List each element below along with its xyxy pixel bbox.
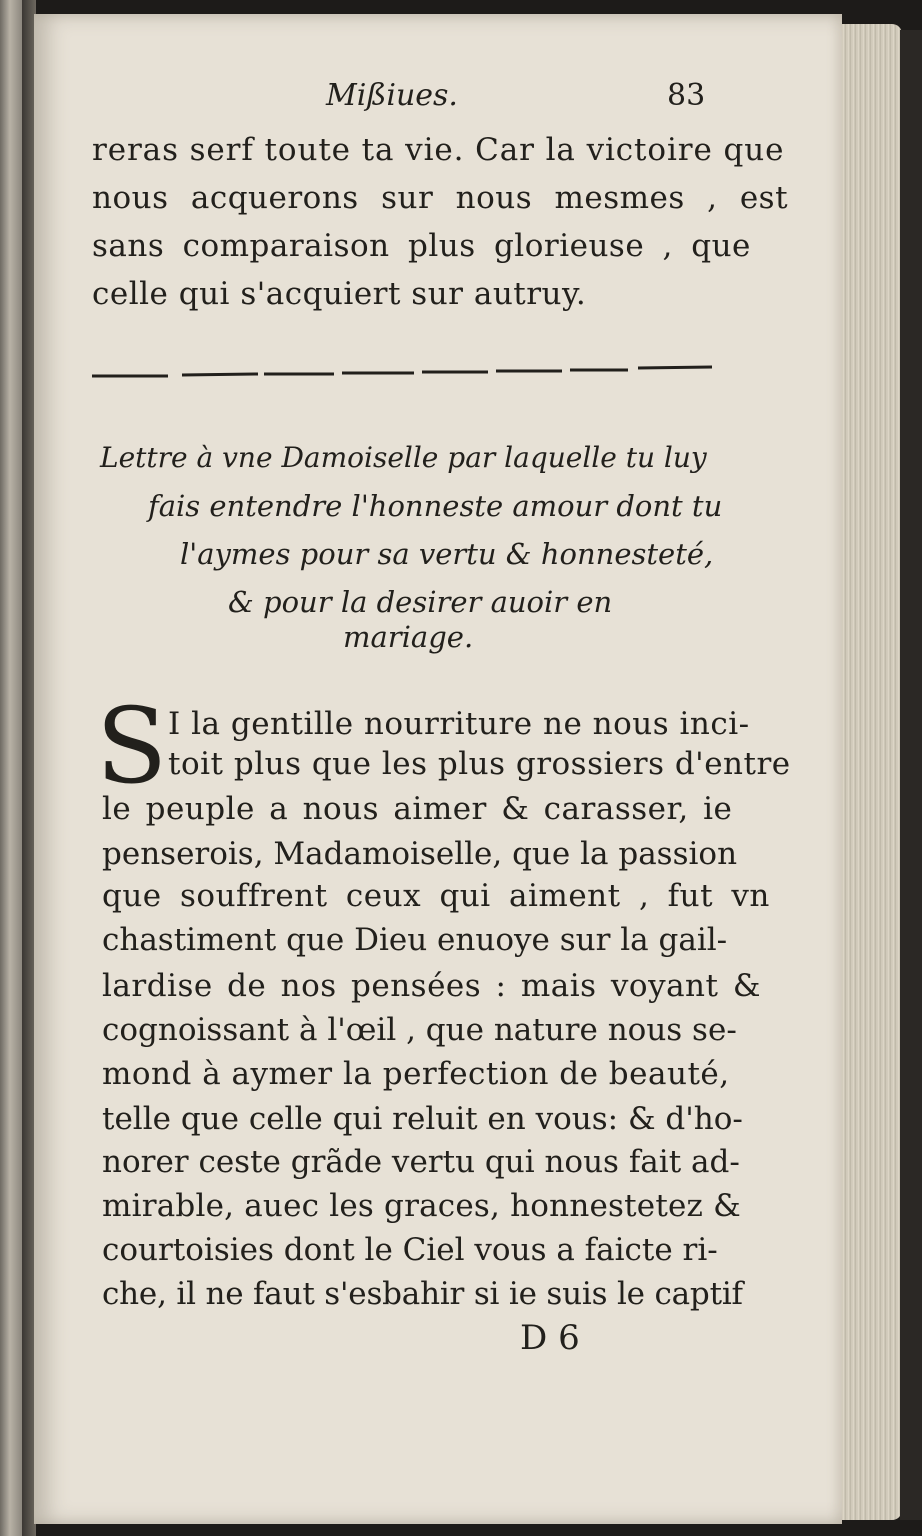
facing-page-edge — [0, 0, 22, 1536]
text-line: que souffrent ceux qui aiment , fut vn — [102, 878, 770, 914]
letter-title-line: & pour la desirer auoir en — [228, 585, 613, 619]
text-line: celle qui s'acquiert sur autruy. — [92, 276, 587, 312]
text-line: norer ceste grãde vertu qui nous fait ad- — [102, 1144, 740, 1180]
text-line: I la gentille nourriture ne nous inci- — [168, 706, 750, 742]
text-line: penserois, Madamoiselle, que la passion — [102, 836, 738, 872]
letter-title-line: fais entendre l'honneste amour dont tu — [148, 489, 723, 523]
section-divider — [92, 362, 714, 380]
text-line: lardise de nos pensées : mais voyant & — [102, 968, 761, 1004]
background-shadow — [900, 30, 922, 1520]
text-line: sans comparaison plus glorieuse , que — [92, 228, 751, 264]
text-line: mond à aymer la perfection de beauté, — [102, 1056, 730, 1092]
text-line: chastiment que Dieu enuoye sur la gail- — [102, 922, 728, 958]
drop-cap: S — [96, 685, 168, 807]
text-line: telle que celle qui reluit en vous: & d'ho- — [102, 1101, 743, 1137]
page-block-edges — [842, 24, 902, 1520]
text-line: che, il ne faut s'esbahir si ie suis le captif — [102, 1276, 743, 1312]
text-line: mirable, auec les graces, honnestetez & — [102, 1188, 741, 1224]
text-line: courtoisies dont le Ciel vous a faicte ri- — [102, 1232, 718, 1268]
text-line: le peuple a nous aimer & carasser, ie — [102, 791, 733, 827]
signature-mark: D 6 — [520, 1318, 580, 1358]
text-line: reras serf toute ta vie. Car la victoire que — [92, 132, 785, 168]
letter-title-line: l'aymes pour sa vertu & honnesteté, — [180, 537, 714, 571]
text-line: toit plus que les plus grossiers d'entre — [168, 746, 791, 782]
letter-title-line: mariage. — [343, 620, 474, 654]
letter-title-line: Lettre à vne Damoiselle par laquelle tu luy — [100, 441, 707, 474]
text-line: nous acquerons sur nous mesmes , est — [92, 180, 789, 216]
page-number: 83 — [667, 78, 706, 113]
text-line: cognoissant à l'œil , que nature nous se- — [102, 1012, 737, 1048]
running-title: Mißiues. — [326, 78, 458, 113]
